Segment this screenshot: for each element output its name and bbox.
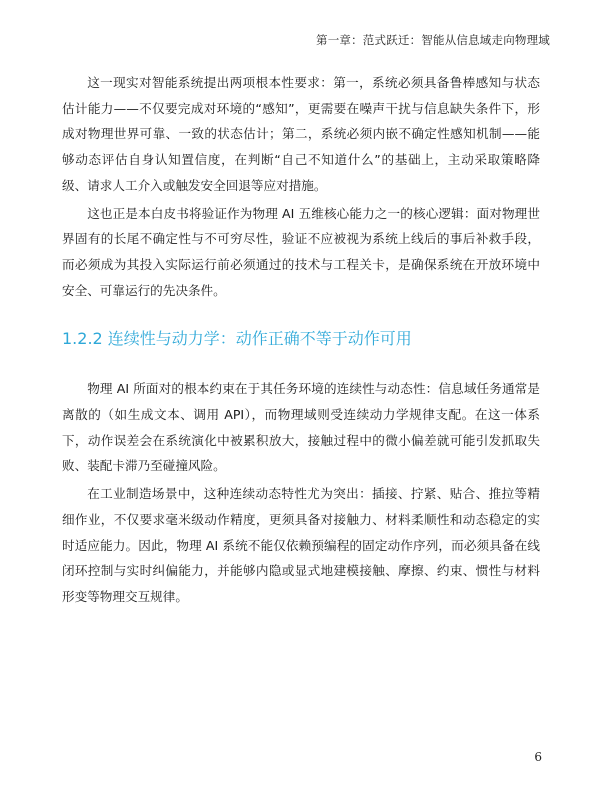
page-number: 6	[534, 750, 542, 764]
section-heading: 1.2.2 连续性与动力学：动作正确不等于动作可用	[62, 329, 412, 349]
running-header: 第一章：范式跃迁：智能从信息域走向物理域	[316, 33, 550, 47]
body-paragraph: 在工业制造场景中，这种连续动态特性尤为突出：插接、拧紧、贴合、推拉等精细作业，不仅要求毫米级动作精度，更须具备对接触力、材料柔顺性和动态稳定的实时适应能力。因此，物理 AI 系统不能仅依赖预编程的固定动作序列，而必须具备在线闭环控制与实时纠偏能力，并能够内隐或显式地建模接触、摩擦、约束、惯性与材料形变等物理交互规律。	[62, 486, 540, 604]
page-content	[62, 70, 540, 610]
body-paragraph: 这一现实对智能系统提出两项根本性要求：第一，系统必须具备鲁棒感知与状态估计能力——不仅要完成对环境的“感知”，更需要在噪声干扰与信息缺失条件下，形成对物理世界可靠、一致的状态估计；第二，系统必须内嵌不确定性感知机制——能够动态评估自身认知置信度，在判断“自己不知道什么”的基础上，主动采取策略降级、请求人工介入或触发安全回退等应对措施。	[62, 75, 540, 193]
body-paragraph: 这也正是本白皮书将验证作为物理 AI 五维核心能力之一的核心逻辑：面对物理世界固有的长尾不确定性与不可穷尽性，验证不应被视为系统上线后的事后补救手段，而必须成为其投入实际运行前必须通过的技术与工程关卡，是确保系统在开放环境中安全、可靠运行的先决条件。	[62, 205, 540, 298]
body-paragraph: 物理 AI 所面对的根本约束在于其任务环境的连续性与动态性：信息域任务通常是离散的（如生成文本、调用 API），而物理域则受连续动力学规律支配。在这一体系下，动作误差会在系统演化中被累积放大，接触过程中的微小偏差就可能引发抓取失败、装配卡滞乃至碰撞风险。	[62, 381, 540, 474]
